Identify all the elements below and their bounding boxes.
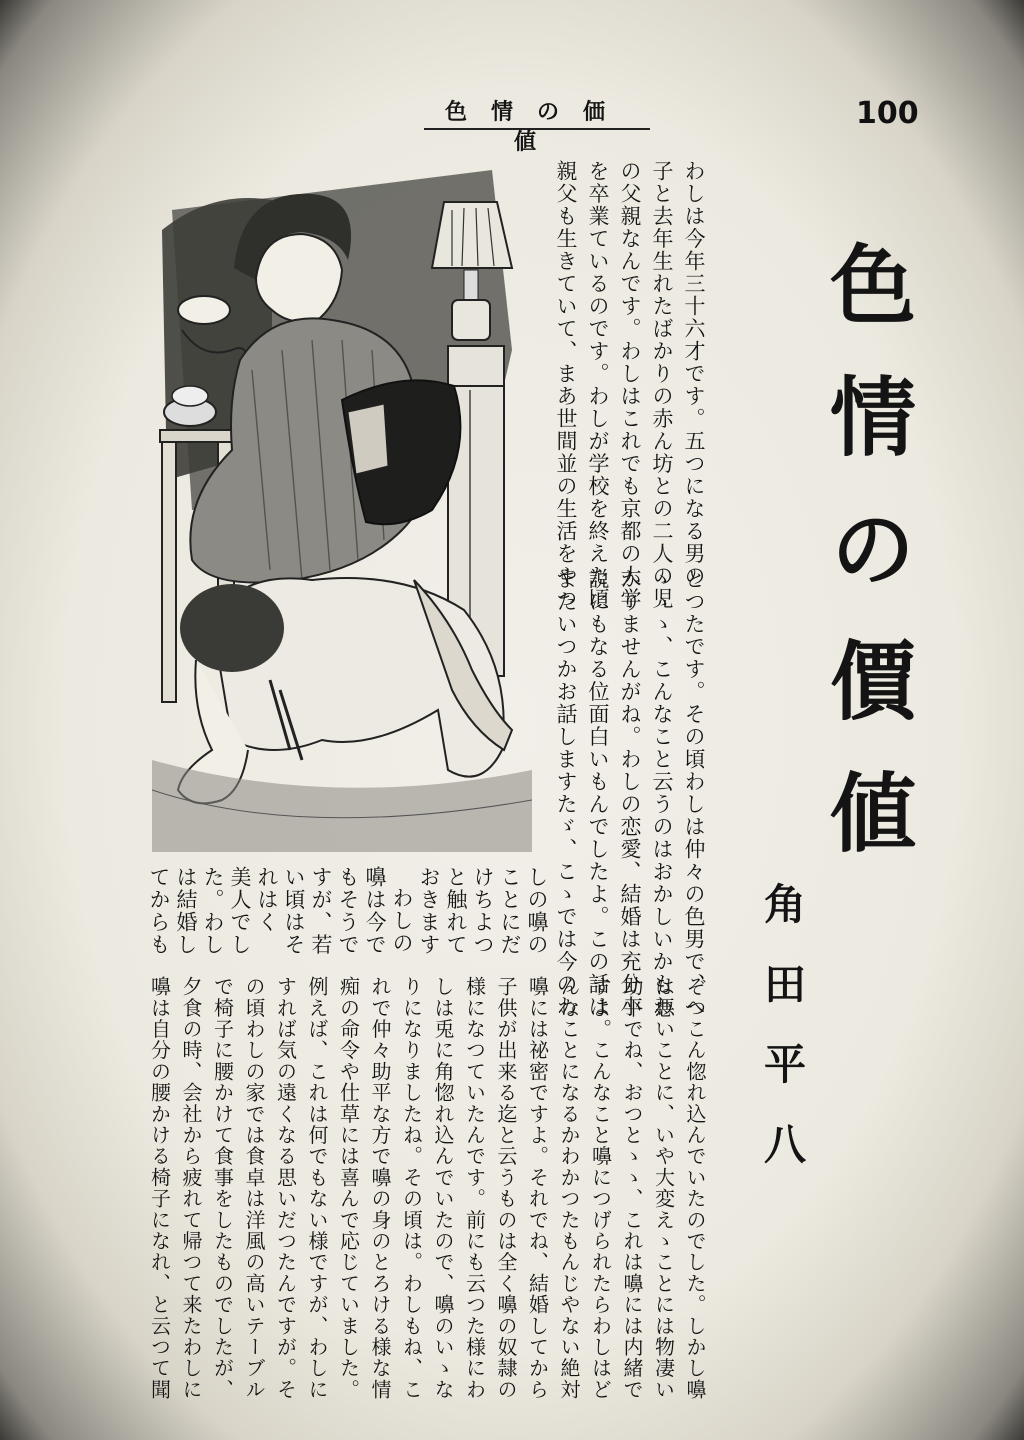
text-line: すが、若 [309, 866, 333, 956]
text-line: を卒業ているのです。わしが学校を終えた頃 [586, 160, 610, 610]
text-line: の父親なんです。わしはこれでも京都の大学 [618, 160, 642, 610]
body-column-block-2 [548, 568, 710, 1018]
text-line: んなことになるかわかつたもんじやない絶対 [557, 976, 581, 1400]
text-line: 嚊には祕密ですよ。それでね、結婚してから [525, 976, 550, 1400]
text-line: の頃わしの家では食卓は洋風の高いテーブル [242, 976, 266, 1400]
text-line: 嚊は自分の腰かける椅子になれ、と云つて聞 [147, 976, 172, 1400]
text-line: ゝゝゝ、こんなこと云うのはおかしいかもわ [650, 568, 674, 1018]
text-line: おきます [417, 866, 441, 956]
text-line: れはく [255, 866, 279, 934]
text-line: は悪いことに、いや大変えゝことには物凄い [651, 976, 676, 1400]
text-line: しは兎に角惚れ込んでいたので、嚊のいゝな [431, 976, 455, 1400]
body-column-block-4 [142, 976, 710, 1400]
text-line: けちよつ [471, 866, 495, 956]
text-line: しの嚊の [525, 866, 549, 956]
text-line: 例えば、これは何でもない様ですが、わしに [305, 976, 329, 1400]
author-name: 角田平八 [758, 882, 807, 1202]
text-line: とつたです。その頃わしは仲々の色男で、へ [682, 568, 706, 1018]
text-line: 美人でし [228, 866, 252, 956]
text-line: れで仲々助平な方で嚊の身のとろける様な情 [368, 976, 392, 1400]
text-line: 様になつていたんです。前にも云つた様にわ [462, 976, 487, 1400]
text-line: で椅子に腰かけて食事をしたものでしたが、 [210, 976, 235, 1400]
text-line: わしの [390, 887, 414, 955]
text-line: 助平でね、おつとゝゝ、これは嚊には内緒で [620, 976, 644, 1400]
text-line: と触れて [444, 866, 468, 956]
text-line: かりませんがね。わしの恋愛、結婚は充分小 [618, 568, 642, 1018]
text-line: 子供が出来る迄と云うものは全く嚊の奴隷の [494, 976, 518, 1400]
text-line: ぞつこん惚れ込んでいたのでした。しかし嚊 [683, 976, 707, 1400]
text-line: またいつかお話しますたゞ、こゝでは今のわ [554, 568, 578, 1018]
body-column-block-1 [548, 160, 710, 610]
running-header-title: 色情の価値 [424, 98, 650, 130]
text-line: た。わし [201, 866, 225, 956]
woman-seated-on-kneeling-man-illustration [152, 150, 532, 852]
text-line: もそうで [336, 866, 360, 956]
text-line: すれば気の遠くなる思いだつたんですが。そ [273, 976, 298, 1400]
text-line: 嚊は今で [363, 866, 387, 956]
page-number: 100 [856, 96, 919, 131]
text-line: 痴の命令や仕草には喜んで応じていました。 [336, 976, 361, 1400]
text-line: てからも [147, 866, 171, 956]
text-line: すよ。こんなこと嚊につげられたらわしはど [588, 976, 613, 1400]
body-column-block-3 [142, 866, 550, 978]
text-line: い頃はそ [282, 866, 306, 956]
text-line: 夕食の時、会社から疲れて帰つて来たわしに [179, 976, 203, 1400]
text-line: りになりましたね。その頃は。わしもね、こ [399, 976, 424, 1400]
text-line: ことにだ [498, 866, 522, 956]
text-line: 説にもなる位面白いもんでしたよ。この話は [586, 568, 610, 1018]
text-line: 親父も生きていて、まあ世間並の生活をやつ [554, 160, 578, 610]
text-line: 子と去年生れたばかりの赤ん坊との二人の児 [650, 160, 674, 610]
text-line: は結婚し [174, 866, 198, 956]
article-title: 色情の價値 [815, 240, 915, 900]
text-line: わしは今年三十六才です。五つになる男の [682, 160, 706, 588]
